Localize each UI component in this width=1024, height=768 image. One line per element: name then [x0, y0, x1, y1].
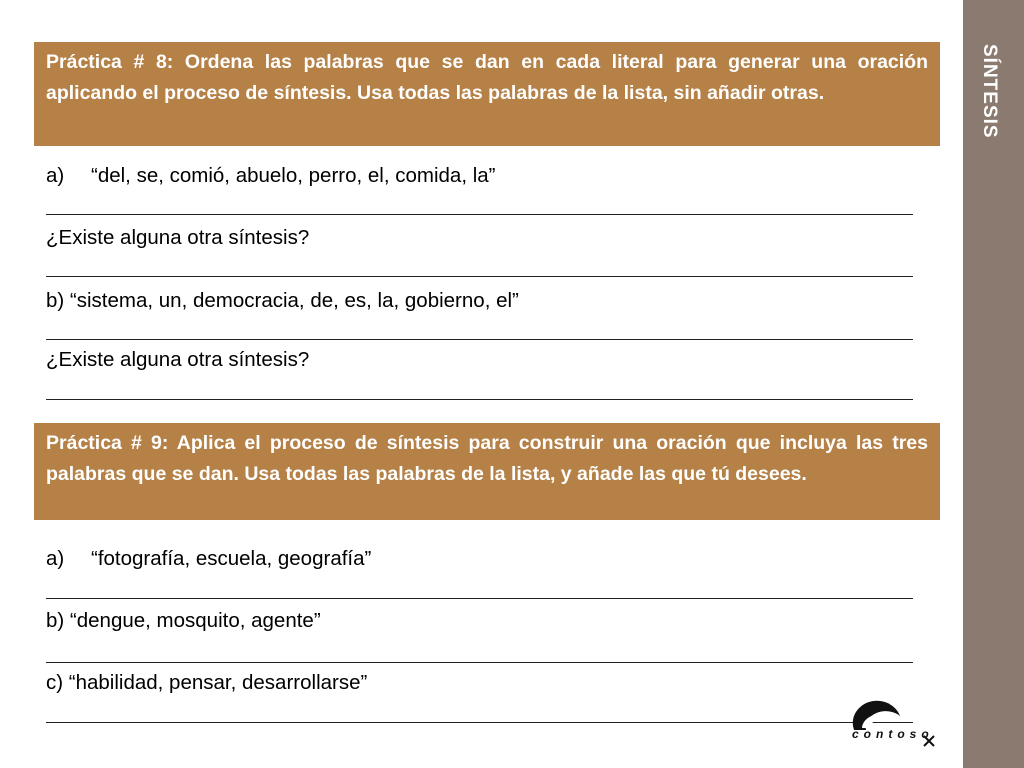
practice-8-instruction: Práctica # 8: Ordena las palabras que se dan en cada literal para generar una oración aplicando el proceso de síntesis. Usa todas las palabras de la lista, sin añadir otras.	[34, 42, 940, 146]
answer-line[interactable]	[46, 339, 913, 340]
item-a-label: a)	[46, 164, 65, 187]
answer-line[interactable]	[46, 399, 913, 400]
answer-line[interactable]	[46, 598, 913, 599]
item-a-text: “del, se, comió, abuelo, perro, el, comida, la”	[91, 164, 496, 187]
practice-9-item-a	[46, 546, 371, 572]
practice-8-item-a	[46, 163, 496, 189]
item-a-text: “fotografía, escuela, geografía”	[91, 547, 372, 570]
answer-line[interactable]	[46, 662, 913, 663]
item-a-label: a)	[46, 547, 65, 570]
logo-text: contoso	[852, 727, 934, 741]
practice-9-item-c: c) “habilidad, pensar, desarrollarse”	[46, 671, 368, 694]
section-title: SÍNTESIS	[979, 44, 1000, 139]
practice-9-item-b: b) “dengue, mosquito, agente”	[46, 609, 321, 632]
answer-line[interactable]	[46, 276, 913, 277]
practice-8-item-b: b) “sistema, un, democracia, de, es, la, gobierno, el”	[46, 289, 519, 312]
answer-line[interactable]	[46, 722, 913, 723]
answer-line[interactable]	[46, 214, 913, 215]
practice-8-question-1: ¿Existe alguna otra síntesis?	[46, 226, 310, 249]
practice-9-instruction: Práctica # 9: Aplica el proceso de síntesis para construir una oración que incluya las tres palabras que se dan. Usa todas las palabras de la lista, y añade las que tú desees.	[34, 423, 940, 520]
practice-8-question-2: ¿Existe alguna otra síntesis?	[46, 348, 310, 371]
